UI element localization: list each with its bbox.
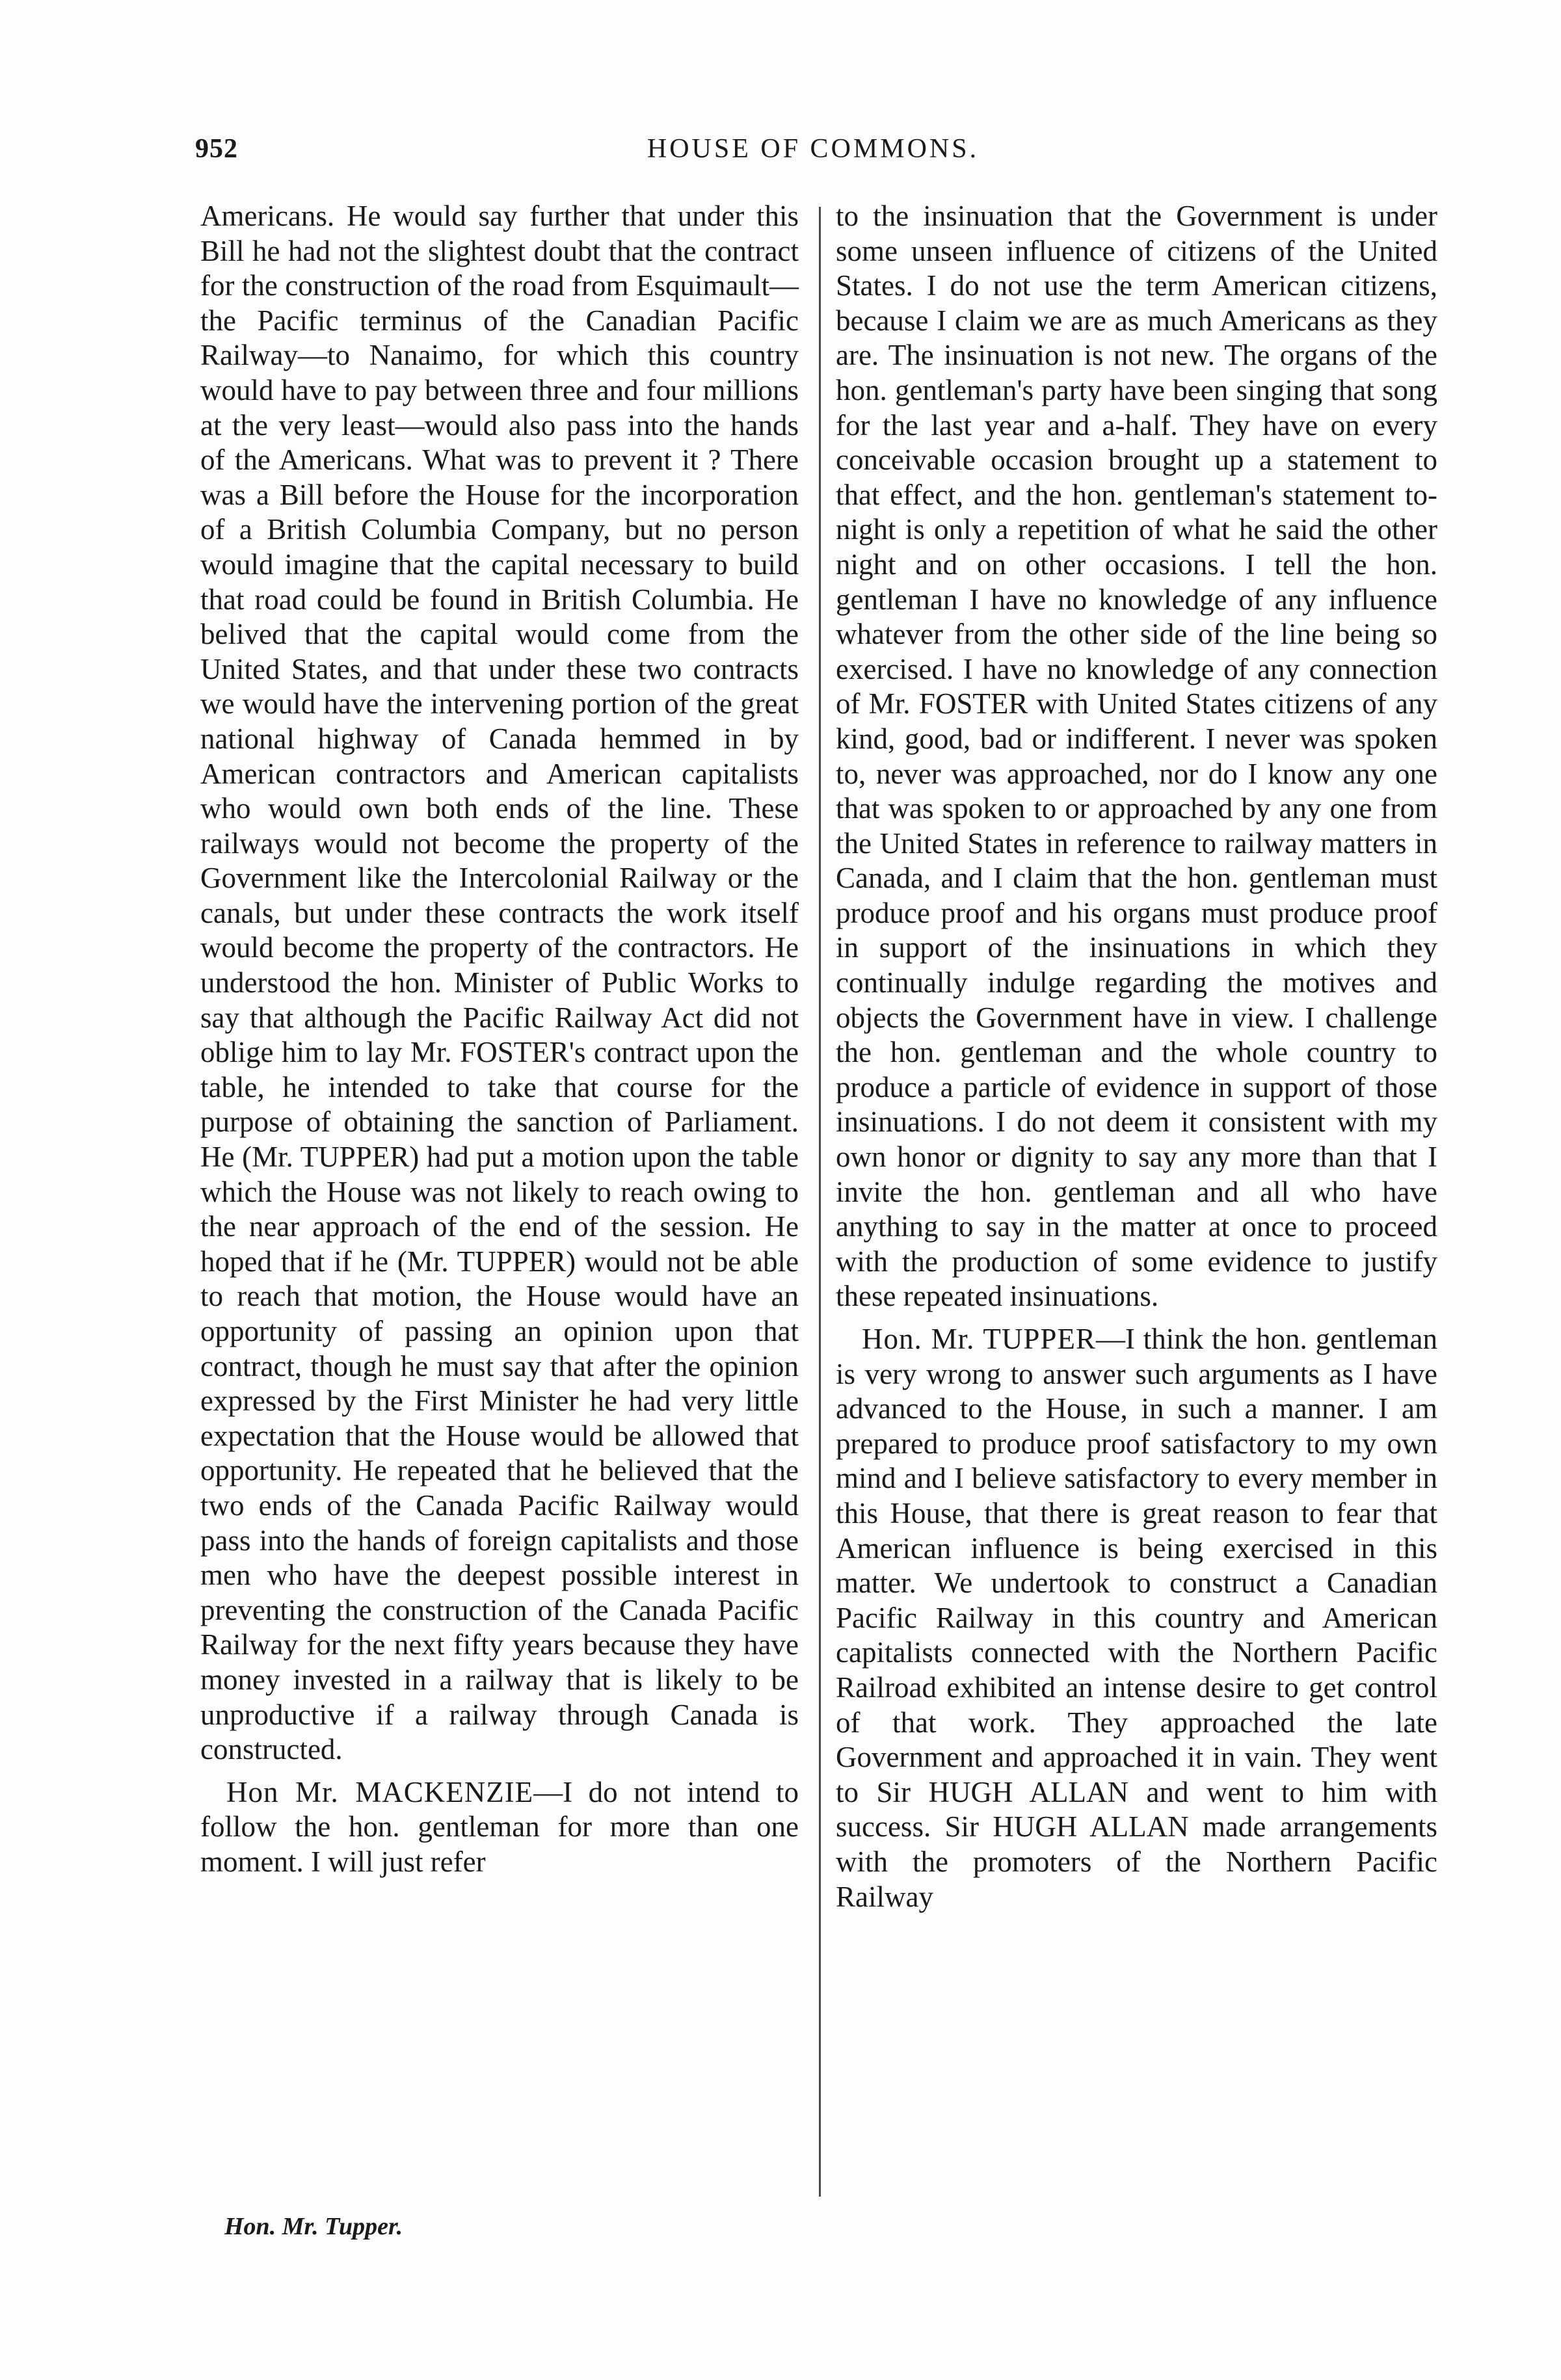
right-paragraph-2	[836, 1322, 1437, 1914]
left-column	[200, 199, 799, 1880]
right-paragraph-1: to the insinuation that the Government is under some unseen influence of citizens of the United States. I do not use the term American citizens, because I claim we are as much Americans as they are. The insinuation is not new. The organs of the hon. gentleman's party have been singing that song for the last year and a-half. They have on every conceivable occasion brought up a statement to that effect, and the hon. gentleman's statement to-night is only a repetition of what he said the other night and on other occasions. I tell the hon. gentleman I have no knowledge of any influence whatever from the other side of the line being so exercised. I have no knowledge of any connection of Mr. FOSTER with United States citizens of any kind, good, bad or indifferent. I never was spoken to, never was approached, nor do I know any one that was spoken to or approached by any one from the United States in reference to railway matters in Canada, and I claim that the hon. gentleman must produce proof and his organs must produce proof in support of the insinuations in which they continually indulge regarding the motives and objects the Government have in view. I challenge the hon. gentleman and the whole country to produce a particle of evidence in support of those insinuations. I do not deem it consistent with my own honor or dignity to say any more than that I invite the hon. gentleman and all who have anything to say in the matter at once to proceed with the production of some evidence to justify these repeated insinuations.	[836, 200, 1437, 1313]
speaker-name: Hon. Mr. TUPPER	[862, 1323, 1096, 1355]
speech-text: —I think the hon. gentleman is very wrong to answer such arguments as I have advanced to the House, in such a manner. I am prepared to produce proof satisfactory to my own mind and I believe satisfactory to every member in this House, that there is great reason to fear that American influence is being exercised in this matter. We undertook to construct a Canadian Pacific Railway in this country and American capitalists connected with the Northern Pacific Railroad exhibited an intense desire to get control of that work. They approached the late Government and approached it in vain. They went to Sir HUGH ALLAN and went to him with success. Sir HUGH ALLAN made arrangements with the promoters of the Northern Pacific Railway	[836, 1323, 1437, 1913]
page-header	[195, 133, 1431, 172]
column-divider	[819, 207, 821, 2197]
running-head: HOUSE OF COMMONS.	[647, 134, 980, 164]
right-column	[836, 199, 1437, 1914]
catchword: Hon. Mr. Tupper.	[224, 2213, 403, 2240]
left-paragraph-2	[200, 1775, 799, 1880]
speaker-name: Hon Mr. MACKENZIE	[226, 1775, 534, 1808]
speech-text: —I do not intend to follow the hon. gentleman for more than one moment. I will just refer	[200, 1775, 799, 1878]
left-paragraph-1: Americans. He would say further that under this Bill he had not the slightest doubt that the contract for the construction of the road from Esquimault—the Pacific terminus of the Canadian Pacific Railway—to Nanaimo, for which this country would have to pay between three and four millions at the very least—would also pass into the hands of the Americans. What was to prevent it ? There was a Bill before the House for the incorporation of a British Columbia Company, but no person would imagine that the capital necessary to build that road could be found in British Columbia. He belived that the capital would come from the United States, and that under these two contracts we would have the intervening portion of the great national highway of Canada hemmed in by American contractors and American capitalists who would own both ends of the line. These railways would not become the property of the Government like the Intercolonial Railway or the canals, but under these contracts the work itself would become the property of the contractors. He understood the hon. Minister of Public Works to say that although the Pacific Railway Act did not oblige him to lay Mr. FOSTER's contract upon the table, he intended to take that course for the purpose of obtaining the sanction of Parliament. He (Mr. TUPPER) had put a motion upon the table which the House was not likely to reach owing to the near approach of the end of the session. He hoped that if he (Mr. TUPPER) would not be able to reach that motion, the House would have an opportunity of passing an opinion upon that contract, though he must say that after the opinion expressed by the First Minister he had very little expectation that the House would be allowed that opportunity. He repeated that he believed that the two ends of the Canada Pacific Railway would pass into the hands of foreign capitalists and those men who have the deepest possible interest in preventing the construction of the Canada Pacific Railway for the next fifty years because they have money invested in a railway that is likely to be unproductive if a railway through Canada is constructed.	[200, 200, 799, 1766]
page-number: 952	[195, 134, 238, 164]
